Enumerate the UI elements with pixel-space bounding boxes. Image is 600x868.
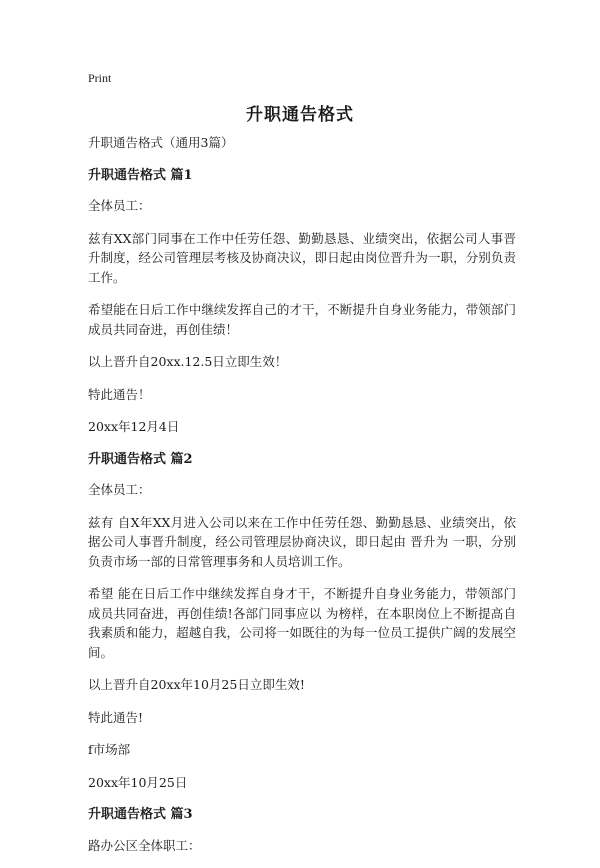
section-1-heading: 升职通告格式 篇1 — [88, 167, 193, 183]
section-2-date: 20xx年10月25日 — [88, 774, 188, 790]
section-2-notice: 特此通告! — [88, 709, 144, 725]
section-1-paragraph-2: 希望能在日后工作中继续发挥自己的才干，不断提升自身业务能力，带领部门成员共同奋进，再创佳绩！ — [88, 302, 516, 337]
section-3-heading: 升职通告格式 篇3 — [88, 807, 193, 822]
intro-line: 升职通告格式（通用3篇） — [88, 135, 234, 150]
section-1-paragraph-3: 以上晋升自20xx.12.5日立即生效！ — [88, 354, 288, 369]
section-2-paragraph-2: 希望 能在日后工作中继续发挥自身才干，不断提升自身业务能力，带领部门成员共同奋进，再创佳绩!各部门同事应以 为榜样，在本职岗位上不断提高自我素质和能力，超越自我，公司将一如既往的为每一位员工提供广阔的发展空间。 — [88, 586, 516, 660]
section-2-heading: 升职通告格式 篇2 — [88, 451, 193, 467]
section-1-salutation: 全体员工： — [88, 198, 151, 213]
page-title: 升职通告格式 — [246, 105, 354, 125]
document-body — [88, 133, 516, 868]
section-2-paragraph-1: 兹有 自X年XX月进入公司以来在工作中任劳任怨、勤勤恳恳、业绩突出，依据公司人事晋升制度，经公司管理层协商决议，即日起由 晋升为 一职，分别负责市场一部的日常管理事务和人员培训工作。 — [88, 514, 516, 569]
section-2-dept: f市场部 — [88, 742, 131, 757]
print-label[interactable]: Print — [88, 71, 112, 85]
section-1-notice: 特此通告！ — [88, 386, 151, 402]
section-2-salutation: 全体员工： — [88, 482, 151, 497]
section-1-paragraph-1: 兹有XX部门同事在工作中任劳任怨、勤勤恳恳、业绩突出，依据公司人事晋升制度，经公司管理层考核及协商决议，即日起由岗位晋升为一职，分别负责工作。 — [88, 230, 516, 285]
section-1-date: 20xx年12月4日 — [88, 419, 180, 434]
section-3-salutation: 路办公区全体职工： — [88, 837, 201, 853]
section-2-paragraph-3: 以上晋升自20xx年10月25日立即生效! — [88, 677, 305, 692]
